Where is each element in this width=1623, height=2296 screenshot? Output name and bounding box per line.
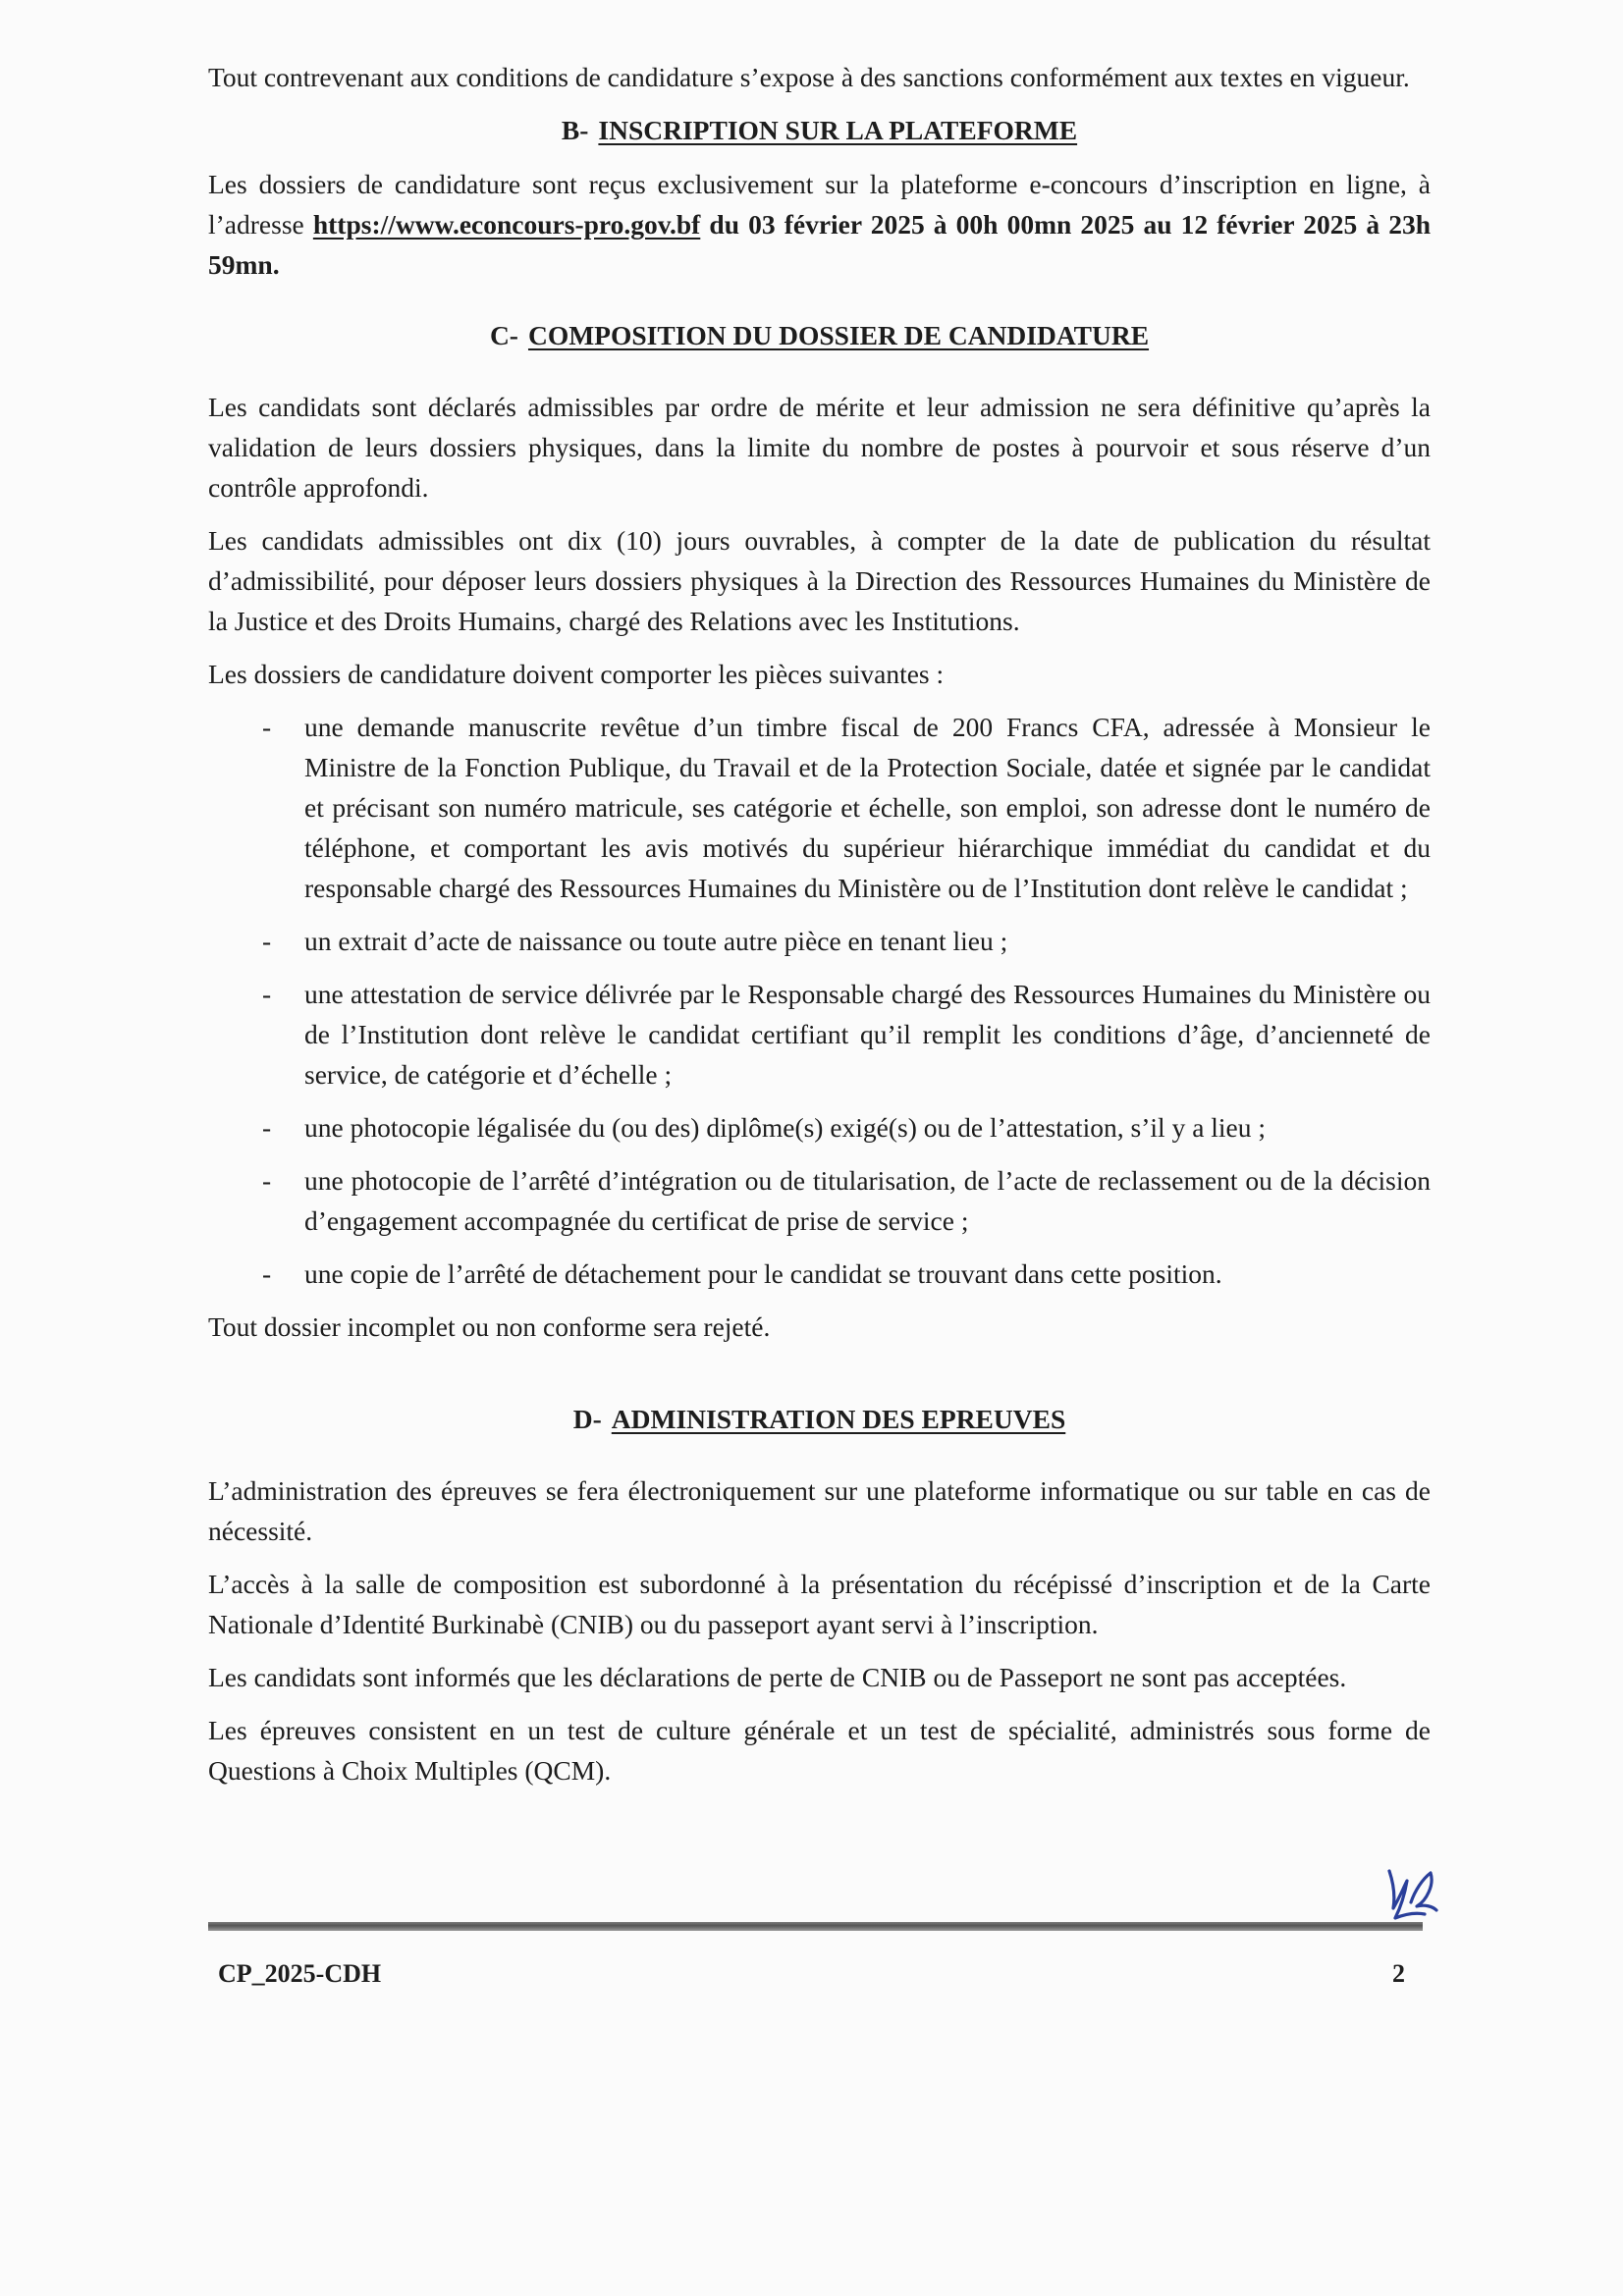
section-c-heading	[208, 315, 1431, 355]
section-c-paragraph-2: Les candidats admissibles ont dix (10) jours ouvrables, à compter de la date de publication du résultat d’admissibilité, pour déposer leurs dossiers physiques à la Direction des Ressources Humaines du Ministère de la Justice et des Droits Humains, chargé des Relations avec les Institutions.	[208, 525, 1431, 636]
section-c-label: C-	[489, 320, 518, 350]
list-item: - une attestation de service délivrée par le Responsable chargé des Ressources Humaines du Ministère ou de l’Institution dont relève le candidat certifiant qu’il remplit les conditions d’âge, d’ancienneté de service, de catégorie et d’échelle ;	[304, 974, 1431, 1095]
registration-dates: du 03 février 2025 à 00h 00mn 2025 au 12 février 2025 à 23h 59mn.	[208, 209, 1431, 280]
section-c-paragraph-3: Les dossiers de candidature doivent comporter les pièces suivantes :	[208, 659, 945, 689]
list-item: - une demande manuscrite revêtue d’un timbre fiscal de 200 Francs CFA, adressée à Monsieur le Ministre de la Fonction Publique, du Travail et de la Protection Sociale, datée et signée par le candidat et précisant son numéro matricule, ses catégorie et échelle, son emploi, son adresse dont le numéro de téléphone, et comportant les avis motivés du supérieur hiérarchique immédiat du candidat et du responsable chargé des Ressources Humaines du Ministère ou de l’Institution dont relève le candidat ;	[304, 707, 1431, 908]
required-documents-list	[208, 707, 1431, 1294]
section-c-closing: Tout dossier incomplet ou non conforme sera rejeté.	[208, 1311, 771, 1342]
page-content	[208, 57, 1431, 1803]
footer-divider	[208, 1922, 1423, 1931]
section-d-paragraph-1: L’administration des épreuves se fera électroniquement sur une plateforme informatique ou sur table en cas de nécessité.	[208, 1475, 1431, 1546]
section-b-text: Les dossiers de candidature sont reçus exclusivement sur la plateforme e-concours d’inscription en ligne, à l’adresse	[208, 169, 1431, 240]
section-d-paragraph-4: Les épreuves consistent en un test de culture générale et un test de spécialité, administrés sous forme de Questions à Choix Multiples (QCM).	[208, 1715, 1431, 1786]
section-d-label: D-	[572, 1404, 602, 1434]
list-item: - un extrait d’acte de naissance ou toute autre pièce en tenant lieu ;	[304, 921, 1431, 961]
document-code: CP_2025-CDH	[218, 1959, 382, 1988]
section-d-paragraph-2: L’accès à la salle de composition est subordonné à la présentation du récépissé d’inscription et de la Carte Nationale d’Identité Burkinabè (CNIB) ou du passeport ayant servi à l’inscription.	[208, 1569, 1431, 1639]
list-item: - une photocopie légalisée du (ou des) diplôme(s) exigé(s) ou de l’attestation, s’il y a lieu ;	[304, 1107, 1431, 1148]
section-b-heading	[208, 110, 1431, 150]
list-item: - une copie de l’arrêté de détachement pour le candidat se trouvant dans cette position.	[304, 1254, 1431, 1294]
section-c-title: COMPOSITION DU DOSSIER DE CANDIDATURE	[527, 320, 1150, 350]
section-d-paragraph-3: Les candidats sont informés que les déclarations de perte de CNIB ou de Passeport ne sont pas acceptées.	[208, 1662, 1347, 1692]
section-d-title: ADMINISTRATION DES EPREUVES	[611, 1404, 1066, 1434]
section-b-paragraph	[208, 164, 1431, 285]
registration-url-link[interactable]: https://www.econcours-pro.gov.bf	[312, 209, 701, 240]
page-number: 2	[1392, 1959, 1405, 1988]
initials-signature	[1381, 1863, 1440, 1928]
section-b-title: INSCRIPTION SUR LA PLATEFORME	[598, 115, 1078, 145]
section-b-label: B-	[561, 115, 589, 145]
section-d-heading	[208, 1399, 1431, 1439]
section-c-paragraph-1: Les candidats sont déclarés admissibles par ordre de mérite et leur admission ne sera définitive qu’après la validation de leurs dossiers physiques, dans la limite du nombre de postes à pourvoir et sous réserve d’un contrôle approfondi.	[208, 392, 1431, 503]
list-item: - une photocopie de l’arrêté d’intégration ou de titularisation, de l’acte de reclassement ou de la décision d’engagement accompagnée du certificat de prise de service ;	[304, 1160, 1431, 1241]
intro-paragraph: Tout contrevenant aux conditions de candidature s’expose à des sanctions conformément aux textes en vigueur.	[208, 62, 1410, 92]
